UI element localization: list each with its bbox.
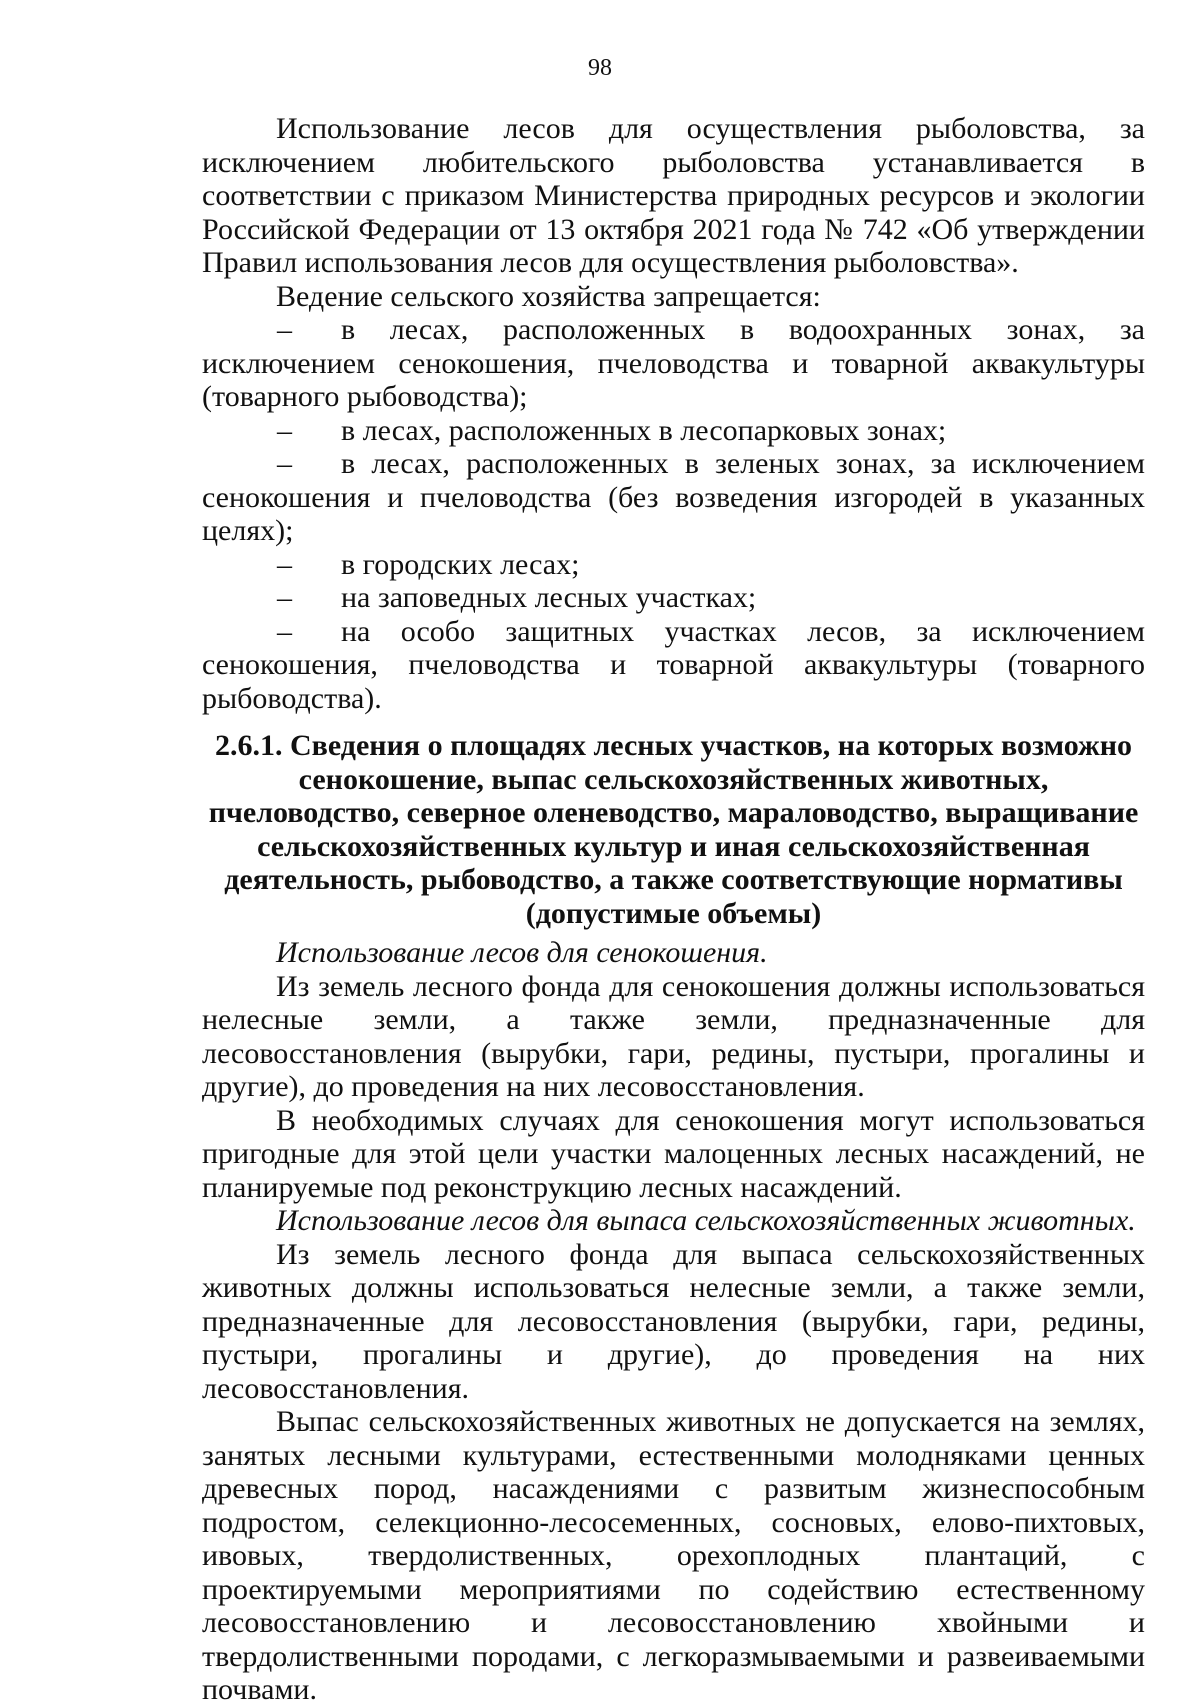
- grazing-paragraph: Из земель лесного фонда для выпаса сельскохозяйственных животных должны использоваться нелесные земли, а также земли, предназначенные для лесовосстановления (вырубки, гари, редины, пустыри, прогалины и другие), до проведения на них лесовосстановления.: [202, 1237, 1145, 1405]
- grazing-subtitle: Использование лесов для выпаса сельскохозяйственных животных.: [276, 1204, 1136, 1237]
- list-item: [202, 548, 1145, 582]
- agriculture-prohibited-intro: Ведение сельского хозяйства запрещается:: [276, 279, 821, 313]
- list-item: [202, 615, 1145, 716]
- dash-bullet: –: [277, 614, 292, 648]
- dash-bullet: –: [277, 547, 292, 581]
- section-heading: 2.6.1. Сведения о площадях лесных участков, на которых возможно сенокошение, выпас сельскохозяйственных животных, пчеловодство, северное оленеводство, мараловодство, выращивание сельскохозяйственных культур и иная сельскохозяйственная деятельность, рыбоводство, а также соответствующие нормативы (допустимые объемы): [208, 729, 1139, 930]
- list-item-text: в лесах, расположенных в зеленых зонах, за исключением сенокошения и пчеловодства (без возведения изгородей в указанных целях);: [202, 447, 1145, 547]
- dash-bullet: –: [277, 413, 292, 447]
- dash-bullet: –: [277, 581, 292, 614]
- haymaking-paragraph: Из земель лесного фонда для сенокошения должны использоваться нелесные земли, а также земли, предназначенные для лесовосстановления (вырубки, гари, редины, пустыри, прогалины и другие), до проведения на них лесовосстановления.: [202, 969, 1145, 1103]
- list-item: [202, 313, 1145, 414]
- haymaking-paragraph: В необходимых случаях для сенокошения могут использоваться пригодные для этой цели участки малоценных лесных насаждений, не планируемые под реконструкцию лесных насаждений.: [202, 1103, 1145, 1204]
- grazing-paragraph: Выпас сельскохозяйственных животных не допускается на землях, занятых лесными культурами, естественными молодняками ценных древесных пород, насаждениями с развитым жизнеспособным подростом, селекционно-лесосеменных, сосновых, елово-пихтовых, ивовых, твердолиственных, орехоплодных плантаций, с проектируемыми мероприятиями по содействию естественному лесовосстановлению и лесовосстановлению хвойными и твердолиственными породами, с легкоразмываемыми и развеиваемыми почвами.: [202, 1405, 1145, 1706]
- fishing-paragraph: Использование лесов для осуществления рыболовства, за исключением любительского рыболовства устанавливается в соответствии с приказом Министерства природных ресурсов и экологии Российской Федерации от 13 октября 2021 года № 742 «Об утверждении Правил использования лесов для осуществления рыболовства».: [202, 112, 1145, 279]
- haymaking-subtitle: Использование лесов для сенокошения.: [276, 936, 768, 969]
- dash-bullet: –: [277, 447, 292, 480]
- list-item-text: в лесах, расположенных в водоохранных зонах, за исключением сенокошения, пчеловодства и товарной аквакультуры (товарного рыбоводства);: [202, 313, 1145, 413]
- page-number: 98: [588, 55, 612, 81]
- document-body: [202, 112, 1145, 1707]
- dash-bullet: –: [277, 313, 292, 346]
- list-item-text: в лесах, расположенных в лесопарковых зонах;: [341, 413, 947, 447]
- list-item-text: на особо защитных участках лесов, за исключением сенокошения, пчеловодства и товарной аквакультуры (товарного рыбоводства).: [202, 614, 1145, 715]
- list-item-text: в городских лесах;: [341, 547, 580, 581]
- list-item: [202, 581, 1145, 615]
- list-item-text: на заповедных лесных участках;: [341, 581, 757, 614]
- list-item: [202, 447, 1145, 548]
- list-item: [202, 414, 1145, 448]
- prohibition-list: [202, 313, 1145, 715]
